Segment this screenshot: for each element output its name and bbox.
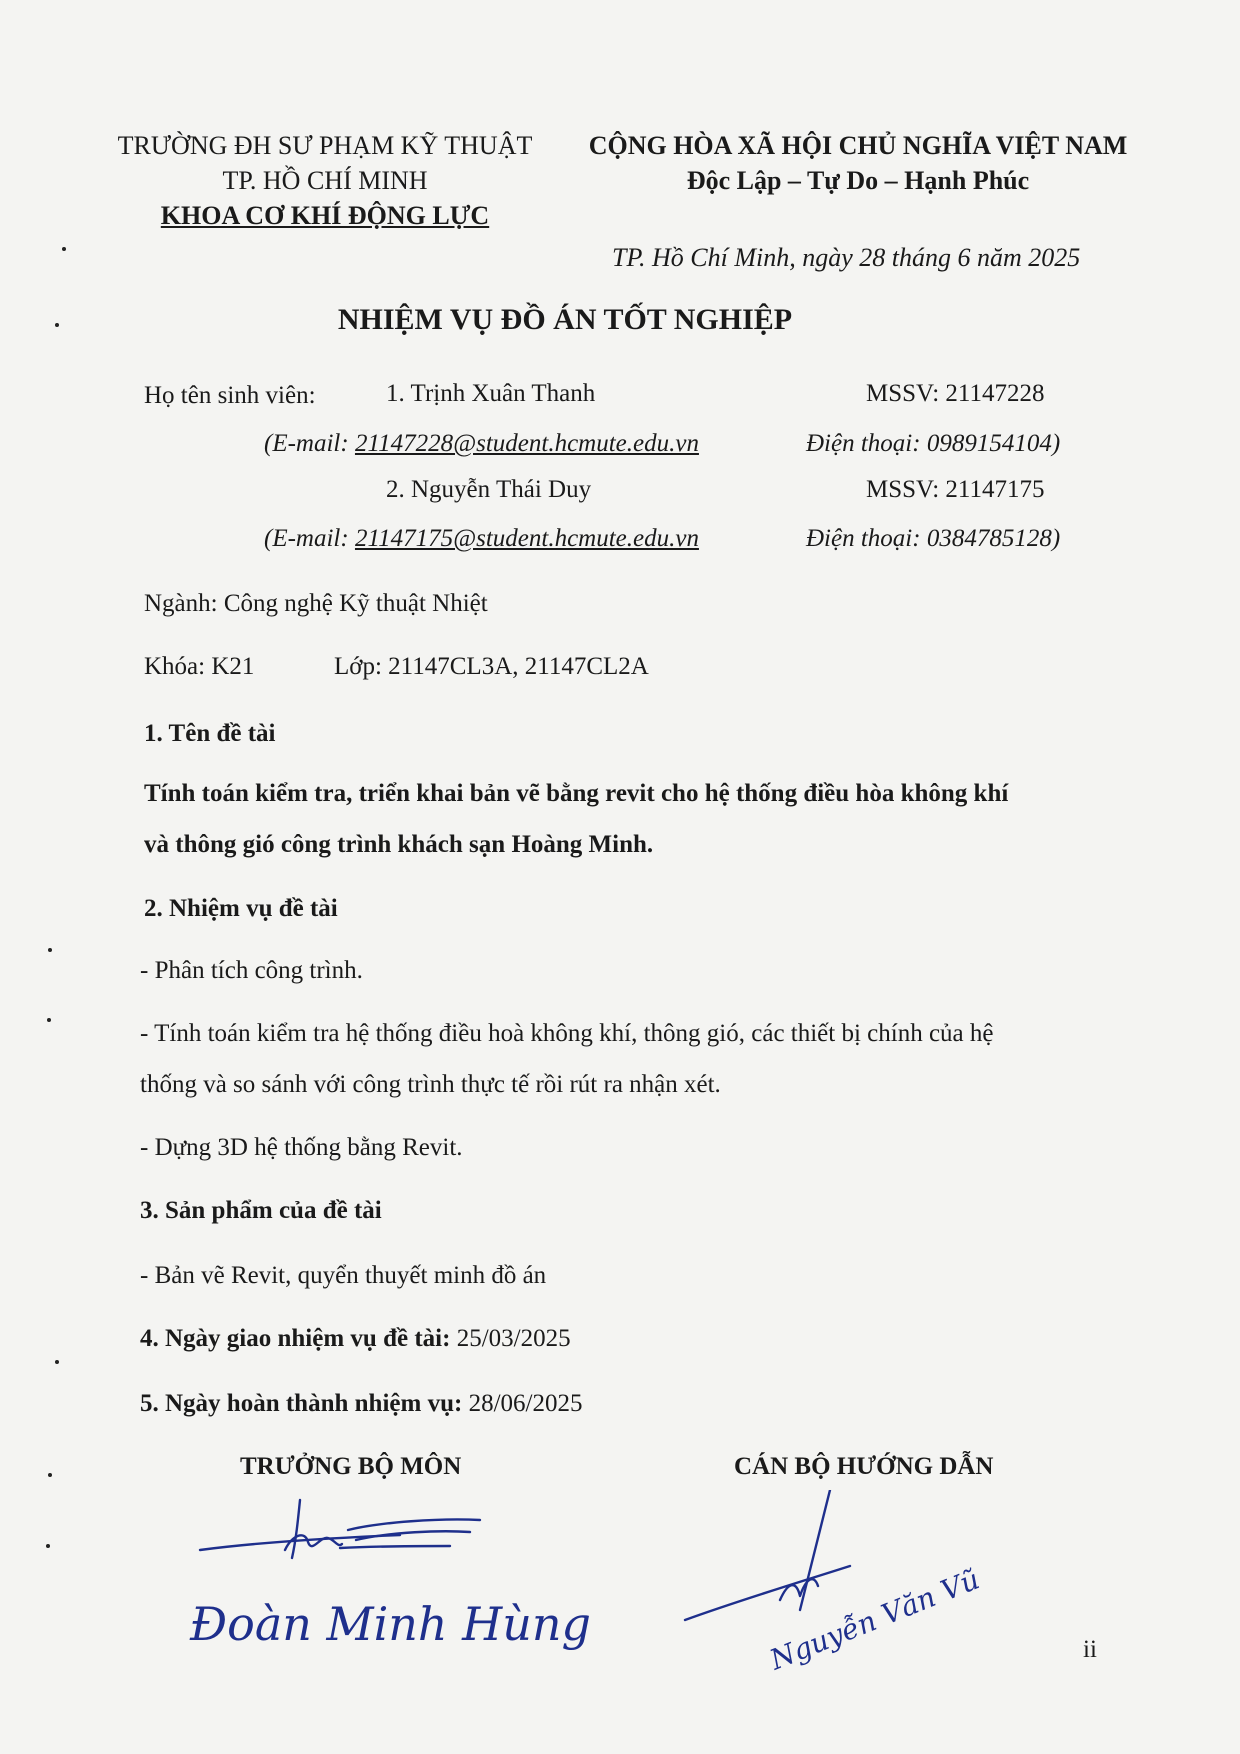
task-item-1: - Phân tích công trình.	[140, 957, 363, 984]
scan-dot	[62, 247, 66, 251]
country-name: CỘNG HÒA XÃ HỘI CHỦ NGHĨA VIỆT NAM	[588, 131, 1128, 160]
supervisor-title: CÁN BỘ HƯỚNG DẪN	[734, 1453, 994, 1480]
head-of-department-title: TRƯỞNG BỘ MÔN	[240, 1453, 462, 1480]
header-left	[100, 128, 550, 233]
student-2-email	[264, 525, 699, 553]
section-2-heading: 2. Nhiệm vụ đề tài	[144, 895, 338, 922]
task-item-2-line-1: - Tính toán kiểm tra hệ thống điều hoà không khí, thông gió, các thiết bị chính của hệ	[140, 1020, 994, 1047]
school-city: TP. HỒ CHÍ MINH	[222, 166, 428, 195]
student-label: Họ tên sinh viên:	[144, 382, 316, 409]
supervisor-signature	[680, 1490, 1040, 1730]
scan-dot	[46, 1544, 50, 1548]
student-2-phone: Điện thoại: 0384785128)	[806, 525, 1061, 552]
national-motto: Độc Lập – Tự Do – Hạnh Phúc	[686, 166, 1030, 195]
scan-dot	[48, 948, 52, 952]
assign-date	[140, 1325, 571, 1353]
scan-dot	[55, 1360, 59, 1364]
complete-date-value: 28/06/2025	[462, 1390, 583, 1417]
assign-date-value: 25/03/2025	[450, 1325, 571, 1352]
task-item-2-line-2: thống và so sánh với công trình thực tế rồi rút ra nhận xét.	[140, 1071, 721, 1098]
class: Lớp: 21147CL3A, 21147CL2A	[334, 653, 649, 680]
scan-dot	[47, 1018, 51, 1022]
product-item-1: - Bản vẽ Revit, quyển thuyết minh đồ án	[140, 1262, 547, 1289]
student-1-mssv: MSSV: 21147228	[866, 380, 1045, 407]
supervisor-handwritten-name: Nguyễn Văn Vũ	[765, 1562, 984, 1677]
student-2-email-link[interactable]: 21147175@student.hcmute.edu.vn	[354, 525, 699, 552]
section-3-heading: 3. Sản phẩm của đề tài	[140, 1197, 382, 1224]
student-1-email-link[interactable]: 21147228@student.hcmute.edu.vn	[354, 430, 699, 457]
head-of-department-signature	[180, 1480, 600, 1720]
student-1-name: 1. Trịnh Xuân Thanh	[386, 380, 596, 407]
scan-dot	[48, 1473, 52, 1477]
student-2-mssv: MSSV: 21147175	[866, 476, 1045, 503]
assign-date-label: 4. Ngày giao nhiệm vụ đề tài:	[140, 1325, 451, 1352]
date-line: TP. Hồ Chí Minh, ngày 28 tháng 6 năm 2025	[612, 243, 1081, 272]
faculty-name: KHOA CƠ KHÍ ĐỘNG LỰC	[160, 201, 490, 230]
page-number: ii	[1083, 1636, 1097, 1663]
page-title: NHIỆM VỤ ĐỒ ÁN TỐT NGHIỆP	[337, 303, 793, 336]
complete-date-label: 5. Ngày hoàn thành nhiệm vụ:	[140, 1390, 463, 1417]
complete-date	[140, 1390, 582, 1418]
major: Ngành: Công nghệ Kỹ thuật Nhiệt	[144, 590, 488, 617]
head-of-department-handwritten-name: Đoàn Minh Hùng	[190, 1597, 591, 1651]
section-1-heading: 1. Tên đề tài	[144, 720, 276, 747]
task-item-3: - Dựng 3D hệ thống bằng Revit.	[140, 1134, 463, 1161]
header-right	[568, 128, 1148, 198]
topic-line-1: Tính toán kiểm tra, triển khai bản vẽ bằng revit cho hệ thống điều hòa không khí	[144, 780, 1009, 807]
student-1-email	[264, 430, 699, 458]
student-1-phone: Điện thoại: 0989154104)	[806, 430, 1061, 457]
school-name: TRƯỜNG ĐH SƯ PHẠM KỸ THUẬT	[117, 131, 533, 160]
course: Khóa: K21	[144, 653, 255, 680]
student-2-name: 2. Nguyễn Thái Duy	[386, 476, 592, 503]
email-prefix: (E-mail:	[264, 430, 355, 457]
topic-line-2: và thông gió công trình khách sạn Hoàng Minh.	[144, 831, 654, 858]
email-prefix: (E-mail:	[264, 525, 355, 552]
